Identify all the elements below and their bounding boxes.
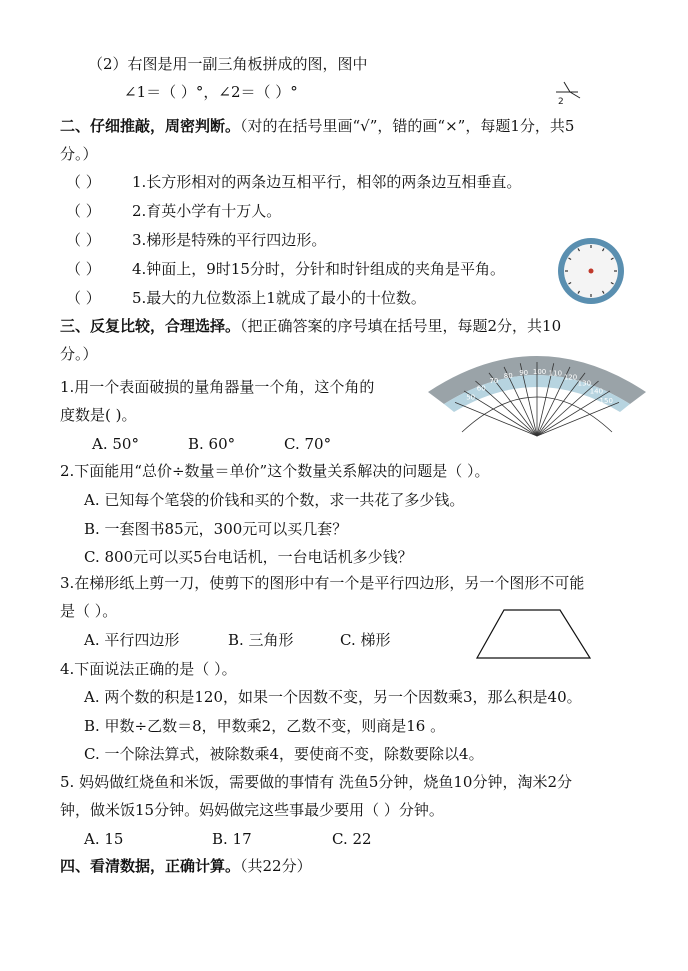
q1-line1: 1.用一个表面破损的量角器量一个角，这个角的 <box>60 378 375 396</box>
protractor-tick-label: 70 <box>489 377 499 386</box>
clock-center-dot <box>589 269 594 274</box>
protractor-tick-label: 110 <box>548 369 563 378</box>
judge-answer-blank[interactable]: （ ） <box>66 289 101 307</box>
judge-answer-blank[interactable]: （ ） <box>66 260 101 278</box>
q2-angle-blanks: ∠1＝（ ）°，∠2＝（ ）° <box>124 83 298 101</box>
clock-image <box>556 236 626 306</box>
q3-line2: 是（ ）。 <box>60 602 118 620</box>
judge-text: 2.育英小学有十万人。 <box>132 202 282 220</box>
section3-note: （把正确答案的序号填在括号里，每题2分，共10 <box>240 317 562 335</box>
judge-item-1 <box>66 172 521 192</box>
q3-line1: 3.在梯形纸上剪一刀，使剪下的图形中有一个是平行四边形，另一个图形不可能 <box>60 574 585 592</box>
section2-title: 二、仔细推敲，周密判断。 <box>60 117 241 135</box>
q1-option-b[interactable]: B. 60° <box>188 435 236 453</box>
q2-intro: （2）右图是用一副三角板拼成的图，图中 <box>88 55 368 73</box>
q1-options <box>92 434 331 454</box>
protractor-tick-label: 60 <box>476 384 486 393</box>
section3-note-cont: 分。） <box>60 345 98 363</box>
judge-answer-blank[interactable]: （ ） <box>66 231 101 249</box>
q3-option-c[interactable]: C. 梯形 <box>340 631 391 649</box>
section3-title: 三、反复比较，合理选择。 <box>60 317 241 335</box>
section2-header <box>60 116 574 136</box>
q4-option-c[interactable]: C. 一个除法算式，被除数乘4，要使商不变，除数要除以4。 <box>84 745 484 763</box>
protractor-tick-label: 140 <box>589 387 604 396</box>
judge-item-4 <box>66 259 505 279</box>
q5-option-c[interactable]: C. 22 <box>332 830 372 848</box>
section4-title: 四、看清数据，正确计算。 <box>60 857 241 875</box>
q2-option-b[interactable]: B. 一套图书85元，300元可以买几套？ <box>84 520 348 538</box>
protractor-tick-label: 120 <box>563 373 578 382</box>
judge-answer-blank[interactable]: （ ） <box>66 173 101 191</box>
q5-option-b[interactable]: B. 17 <box>212 830 252 848</box>
q1-option-c[interactable]: C. 70° <box>284 435 332 453</box>
judge-item-5 <box>66 288 426 308</box>
q5-options <box>84 829 372 849</box>
q2-option-a[interactable]: A. 已知每个笔袋的价钱和买的个数，求一共花了多少钱。 <box>84 491 465 509</box>
q5-line2: 钟，做米饭15分钟。妈妈做完这些事最少要用（ ）分钟。 <box>60 801 444 819</box>
protractor-tick-label: 80 <box>503 371 513 380</box>
section2-note-cont: 分。） <box>60 145 98 163</box>
q4-option-a[interactable]: A. 两个数的积是120，如果一个因数不变，另一个因数乘3，那么积是40。 <box>84 688 582 706</box>
judge-text: 4.钟面上，9时15分时，分针和时针组成的夹角是平角。 <box>132 260 505 278</box>
judge-text: 5.最大的九位数添上1就成了最小的十位数。 <box>132 289 426 307</box>
triangle-figure <box>552 78 582 106</box>
q4-stem: 4.下面说法正确的是（ ）。 <box>60 660 237 678</box>
q5-option-a[interactable]: A. 15 <box>84 830 124 848</box>
judge-item-3 <box>66 230 326 250</box>
q3-option-a[interactable]: A. 平行四边形 <box>84 631 180 649</box>
q5-line1: 5. 妈妈做红烧鱼和米饭，需要做的事情有 洗鱼5分钟，烧鱼10分钟，淘米2分 <box>60 773 573 791</box>
q1-option-a[interactable]: A. 50° <box>92 435 139 453</box>
q2-option-c[interactable]: C. 800元可以买5台电话机，一台电话机多少钱？ <box>84 548 413 566</box>
protractor-tick-label: 90 <box>519 368 529 377</box>
judge-answer-blank[interactable]: （ ） <box>66 202 101 220</box>
q3-options <box>84 630 390 650</box>
section4-header <box>60 856 312 876</box>
protractor-tick-label: 130 <box>577 379 592 388</box>
protractor-tick-label: 100 <box>532 368 547 377</box>
protractor-image <box>424 332 650 438</box>
protractor-tick-label: 50 <box>466 393 476 402</box>
q1-line2: 度数是( )。 <box>60 406 137 424</box>
trapezoid-figure <box>474 608 594 662</box>
judge-text: 1.长方形相对的两条边互相平行，相邻的两条边互相垂直。 <box>132 173 522 191</box>
triangle-figure-label: 2 <box>558 97 564 106</box>
q3-option-b[interactable]: B. 三角形 <box>228 631 294 649</box>
section4-note: （共22分） <box>240 857 312 875</box>
q4-option-b[interactable]: B. 甲数÷乙数＝8，甲数乘2，乙数不变，则商是16 。 <box>84 717 446 735</box>
judge-text: 3.梯形是特殊的平行四边形。 <box>132 231 327 249</box>
judge-item-2 <box>66 201 281 221</box>
protractor-tick-label: 150 <box>599 396 613 405</box>
section2-note: （对的在括号里画“√”，错的画“×”，每题1分，共5 <box>240 117 575 135</box>
q2-stem: 2.下面能用“总价÷数量＝单价”这个数量关系解决的问题是（ ）。 <box>60 462 490 480</box>
